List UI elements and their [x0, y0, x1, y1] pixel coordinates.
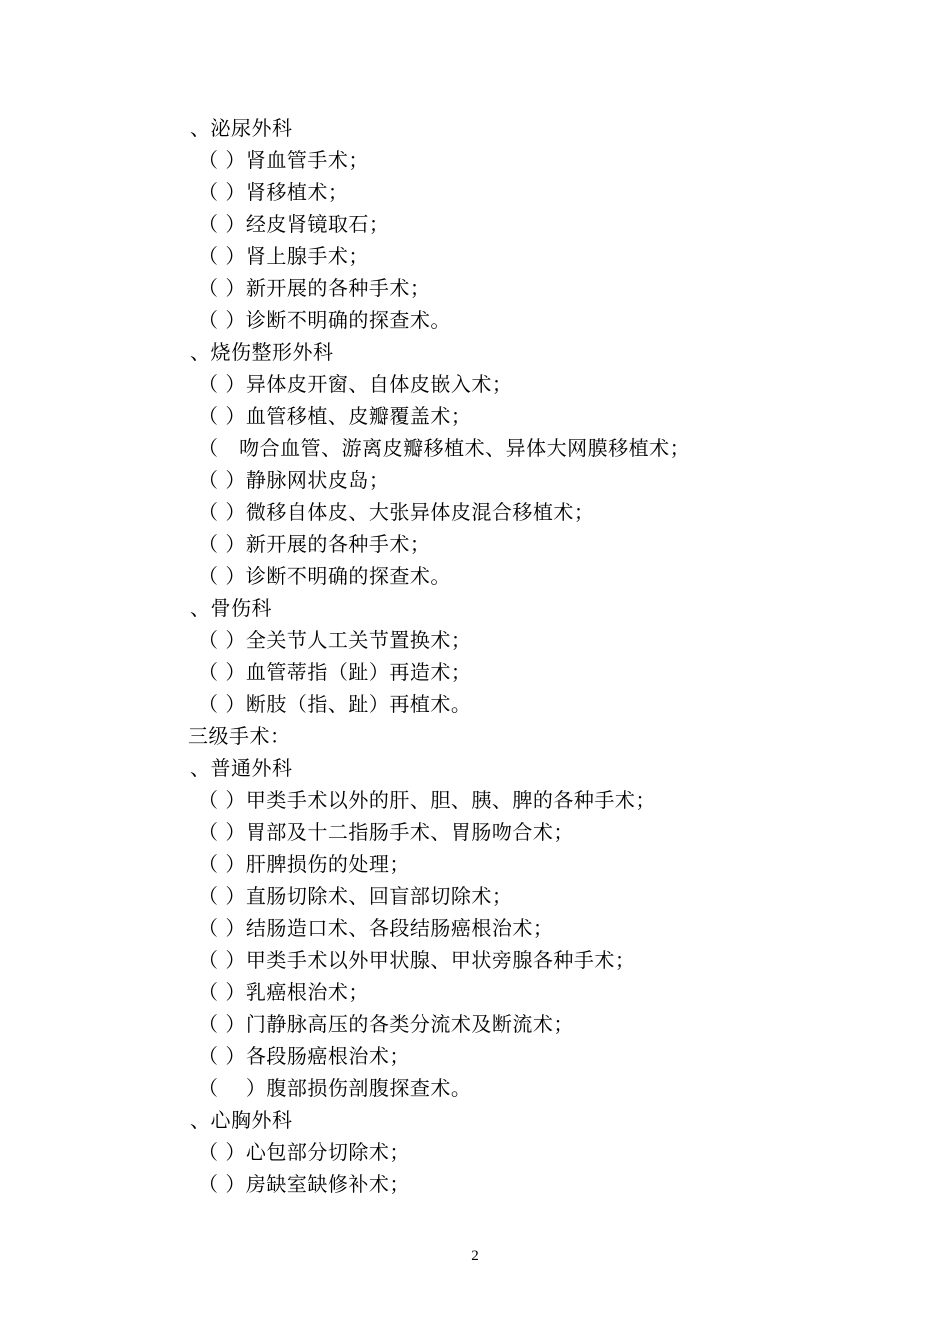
list-item: （ ）微移自体皮、大张异体皮混合移植术； [198, 500, 595, 524]
list-item: （ ）异体皮开窗、自体皮嵌入术； [198, 372, 513, 396]
list-item: （ ）房缺室缺修补术； [198, 1172, 410, 1196]
list-item: （ ）新开展的各种手术； [198, 532, 431, 556]
list-item: （ ）经皮肾镜取石； [198, 212, 390, 236]
list-item: （ 吻合血管、游离皮瓣移植术、异体大网膜移植术； [198, 436, 691, 460]
list-item: （ ）肾血管手术； [198, 148, 369, 172]
list-item: （ ）心包部分切除术； [198, 1140, 410, 1164]
document-body [188, 112, 888, 1200]
list-item: （ ）胃部及十二指肠手术、胃肠吻合术； [198, 820, 574, 844]
section-heading-general-surgery: 、普通外科 [190, 756, 293, 780]
level-heading-grade-three: 三级手术： [188, 724, 291, 748]
section-heading-urology: 、泌尿外科 [190, 116, 293, 140]
list-item: （ ）断肢（指、趾）再植术。 [198, 692, 472, 716]
list-item: （ ）血管蒂指（趾）再造术； [198, 660, 472, 684]
page-number: 2 [471, 1248, 479, 1264]
list-item: （ ）各段肠癌根治术； [198, 1044, 410, 1068]
section-heading-orthopedics: 、骨伤科 [190, 596, 272, 620]
list-item: （ ）直肠切除术、回盲部切除术； [198, 884, 513, 908]
list-item: （ ）血管移植、皮瓣覆盖术； [198, 404, 472, 428]
list-item: （ ）乳癌根治术； [198, 980, 369, 1004]
list-item: （ ）诊断不明确的探查术。 [198, 564, 451, 588]
section-heading-burn-plastic: 、烧伤整形外科 [190, 340, 334, 364]
list-item: （ ）肝脾损伤的处理； [198, 852, 410, 876]
list-item: （ ）肾移植术； [198, 180, 349, 204]
list-item: （ ）诊断不明确的探查术。 [198, 308, 451, 332]
list-item: （ ）肾上腺手术； [198, 244, 369, 268]
list-item: （ ）新开展的各种手术； [198, 276, 431, 300]
list-item: （ ）甲类手术以外的肝、胆、胰、脾的各种手术； [198, 788, 656, 812]
section-heading-cardiothoracic: 、心胸外科 [190, 1108, 293, 1132]
list-item: （ ）结肠造口术、各段结肠癌根治术； [198, 916, 554, 940]
list-item: （ ）静脉网状皮岛； [198, 468, 390, 492]
list-item: （ ）甲类手术以外甲状腺、甲状旁腺各种手术； [198, 948, 636, 972]
list-item: （ ）腹部损伤剖腹探查术。 [198, 1076, 472, 1100]
list-item: （ ）全关节人工关节置换术； [198, 628, 472, 652]
list-item: （ ）门静脉高压的各类分流术及断流术； [198, 1012, 574, 1036]
